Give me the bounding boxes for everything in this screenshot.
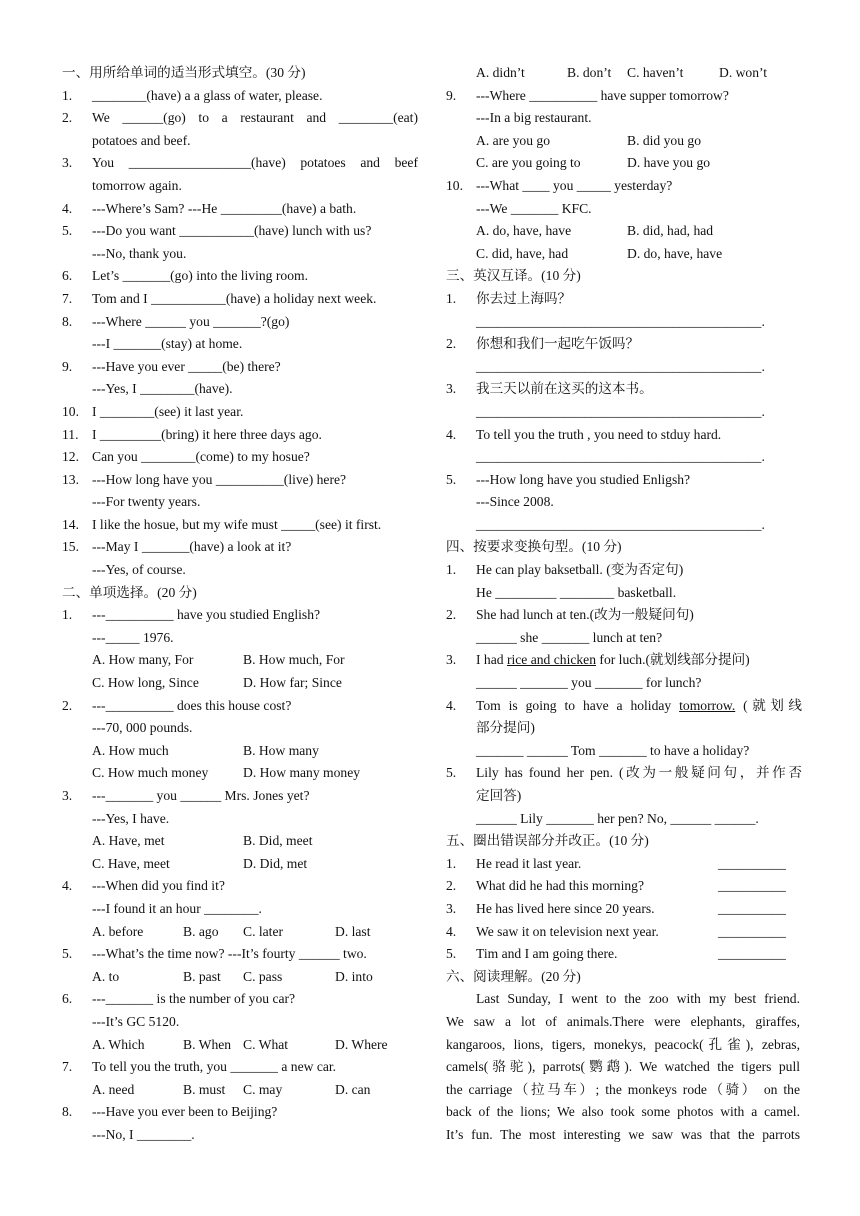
question-item bbox=[446, 333, 802, 356]
question-number: 8. bbox=[62, 313, 73, 329]
question-continuation bbox=[62, 808, 418, 831]
question-number: 2. bbox=[62, 697, 73, 713]
question-item bbox=[62, 220, 418, 243]
option: C. did, have, had bbox=[476, 245, 569, 261]
question-number: 14. bbox=[62, 516, 79, 532]
question-number: 5. bbox=[62, 223, 73, 239]
left-column bbox=[62, 62, 418, 1147]
question-number: 1. bbox=[62, 87, 73, 103]
underlined-phrase: rice and chicken bbox=[506, 652, 597, 668]
answer-blank: __________ bbox=[718, 855, 786, 871]
answer-blank: __________ bbox=[718, 878, 786, 894]
question-text: You __________________(have) potatoes and beef bbox=[92, 155, 418, 171]
question-text-pre: Tom is going to have a holiday bbox=[476, 697, 680, 713]
reading-paragraph-line bbox=[446, 1011, 802, 1034]
option: D. can bbox=[335, 1081, 371, 1097]
question-text: Lily has found her pen. (改为一般疑问句，并作否 bbox=[476, 765, 802, 781]
question-number: 2. bbox=[446, 878, 457, 894]
question-text bbox=[476, 649, 750, 672]
question-number: 3. bbox=[446, 900, 457, 916]
question-number: 2. bbox=[446, 607, 457, 623]
question-text bbox=[476, 695, 802, 718]
section-heading bbox=[62, 62, 418, 85]
option: A. before bbox=[92, 923, 144, 939]
option-row bbox=[62, 966, 418, 989]
option: B. Did, meet bbox=[243, 833, 313, 849]
question-text: 你想和我们一起吃午饭吗？ bbox=[476, 336, 640, 352]
question-continuation bbox=[62, 1011, 418, 1034]
question-item bbox=[446, 762, 802, 785]
question-item bbox=[446, 424, 802, 447]
question-item bbox=[62, 604, 418, 627]
option: C. How long, Since bbox=[92, 675, 199, 691]
question-number: 1. bbox=[446, 562, 457, 578]
question-text: He has lived here since 20 years. bbox=[476, 900, 655, 916]
option: A. need bbox=[92, 1081, 135, 1097]
question-item bbox=[446, 853, 802, 876]
option: B. How much, For bbox=[243, 652, 345, 668]
option: A. How much bbox=[92, 742, 169, 758]
option: D. Did, met bbox=[243, 855, 308, 871]
question-text-post: (就划线 bbox=[735, 697, 802, 713]
question-number: 13. bbox=[62, 471, 79, 487]
question-item bbox=[62, 514, 418, 537]
continuation-text: He _________ ________ basketball. bbox=[476, 584, 677, 600]
continuation-text: tomorrow again. bbox=[92, 177, 182, 193]
question-item bbox=[62, 424, 418, 447]
question-item bbox=[62, 785, 418, 808]
question-number: 1. bbox=[446, 290, 457, 306]
question-text: ---_______ you ______ Mrs. Jones yet? bbox=[92, 788, 310, 803]
question-item bbox=[62, 198, 418, 221]
question-number: 11. bbox=[62, 426, 79, 442]
option: D. Where bbox=[335, 1036, 388, 1052]
question-continuation bbox=[62, 898, 418, 921]
section-heading bbox=[62, 582, 418, 605]
continuation-text: ---In a big restaurant. bbox=[476, 110, 592, 126]
question-number: 9. bbox=[62, 358, 73, 374]
continuation-text: ______ she _______ lunch at ten? bbox=[476, 629, 663, 645]
question-item bbox=[446, 921, 802, 944]
continuation-text: ---Yes, I have. bbox=[92, 810, 170, 826]
answer-blank: __________ bbox=[718, 923, 786, 939]
paragraph-text: the carriage（拉马车）; the monkeys rode（骑） on the bbox=[446, 1081, 800, 1097]
continuation-text: _______ ______ Tom _______ to have a holiday? bbox=[476, 742, 750, 758]
question-number: 4. bbox=[446, 923, 457, 939]
option: C. What bbox=[243, 1036, 289, 1052]
question-text: To tell you the truth, you _______ a new car. bbox=[92, 1059, 337, 1075]
paragraph-text: We saw a lot of animals.There were elephants, giraffes, bbox=[446, 1013, 800, 1029]
question-continuation bbox=[446, 582, 802, 605]
question-item bbox=[62, 446, 418, 469]
question-item bbox=[62, 356, 418, 379]
option: D. won’t bbox=[719, 65, 768, 80]
continuation-text: ---I _______(stay) at home. bbox=[92, 336, 243, 352]
question-continuation bbox=[62, 130, 418, 153]
question-continuation bbox=[62, 333, 418, 356]
question-number: 7. bbox=[62, 290, 73, 306]
reading-paragraph-line bbox=[446, 1079, 802, 1102]
reading-paragraph-line bbox=[446, 1101, 802, 1124]
reading-paragraph-line bbox=[446, 1034, 802, 1057]
option: C. pass bbox=[243, 968, 283, 984]
option: B. past bbox=[183, 968, 221, 984]
question-text: ---How long have you studied Enligsh? bbox=[476, 471, 691, 487]
question-item bbox=[62, 311, 418, 334]
question-continuation bbox=[62, 378, 418, 401]
continuation-text: ---I found it an hour ________. bbox=[92, 900, 262, 916]
question-continuation bbox=[446, 785, 802, 808]
option: A. Have, met bbox=[92, 833, 165, 849]
question-number: 6. bbox=[62, 991, 73, 1007]
option: B. must bbox=[183, 1081, 226, 1097]
question-continuation bbox=[62, 627, 418, 650]
section-heading-text: 四、按要求变换句型。(10 分) bbox=[446, 539, 622, 555]
question-text: ---Where’s Sam? ---He _________(have) a bath. bbox=[92, 200, 357, 216]
question-number: 5. bbox=[446, 471, 457, 487]
continuation-text: ---We _______ KFC. bbox=[476, 200, 592, 216]
continuation-text: __________________________________________. bbox=[476, 313, 765, 329]
question-text: Tim and I am going there. bbox=[476, 946, 618, 962]
option: C. are you going to bbox=[476, 155, 581, 171]
continuation-text: ---No, I ________. bbox=[92, 1126, 195, 1142]
question-item bbox=[62, 288, 418, 311]
question-number: 5. bbox=[62, 946, 73, 962]
section-heading-text: 五、圈出错误部分并改正。(10 分) bbox=[446, 833, 649, 849]
question-number: 12. bbox=[62, 449, 79, 465]
option: D. have you go bbox=[627, 155, 711, 171]
question-number: 4. bbox=[62, 200, 73, 216]
question-continuation bbox=[446, 808, 802, 831]
option-row bbox=[62, 649, 418, 672]
continuation-text: __________________________________________. bbox=[476, 516, 765, 532]
question-number: 4. bbox=[62, 878, 73, 894]
question-text: ---What’s the time now? ---It’s fourty ______ two. bbox=[92, 946, 367, 962]
option-row bbox=[62, 740, 418, 763]
question-item bbox=[446, 288, 802, 311]
option: C. may bbox=[243, 1081, 283, 1097]
question-item bbox=[446, 875, 802, 898]
question-item bbox=[62, 988, 418, 1011]
question-item bbox=[446, 649, 802, 672]
option-row bbox=[446, 243, 802, 266]
question-item bbox=[62, 875, 418, 898]
continuation-text: ---For twenty years. bbox=[92, 494, 201, 510]
question-text: ---When did you find it? bbox=[92, 878, 225, 894]
question-text: Let’s _______(go) into the living room. bbox=[92, 268, 308, 284]
question-item bbox=[62, 1101, 418, 1124]
option-row bbox=[62, 921, 418, 944]
question-number: 2. bbox=[62, 110, 73, 126]
question-continuation bbox=[446, 446, 802, 469]
question-text-pre: I had bbox=[476, 652, 507, 668]
continuation-text: ---_____ 1976. bbox=[92, 629, 174, 645]
paragraph-text: camels(骆驼), parrots(鹦鹉). We watched the tigers pull bbox=[446, 1059, 800, 1075]
continuation-text: 部分提问) bbox=[476, 720, 535, 736]
right-column bbox=[446, 62, 802, 1147]
section-heading-text: 一、用所给单词的适当形式填空。(30 分) bbox=[62, 65, 306, 80]
question-text: ________(have) a a glass of water, please. bbox=[92, 87, 323, 103]
underlined-phrase: tomorrow. bbox=[679, 697, 736, 713]
question-number: 5. bbox=[446, 765, 457, 781]
option-row bbox=[62, 853, 418, 876]
continuation-text: __________________________________________. bbox=[476, 449, 765, 465]
question-continuation bbox=[446, 740, 802, 763]
question-text: ---Have you ever been to Beijing? bbox=[92, 1104, 278, 1120]
question-continuation bbox=[446, 107, 802, 130]
question-text: ---May I _______(have) a look at it? bbox=[92, 539, 292, 555]
paragraph-text: kangaroos, lions, tigers, monekys, peacock(孔雀), zebras, bbox=[446, 1036, 800, 1052]
question-item bbox=[62, 401, 418, 424]
question-item bbox=[62, 265, 418, 288]
reading-paragraph-line bbox=[446, 1056, 802, 1079]
question-number: 10. bbox=[62, 403, 79, 419]
question-number: 6. bbox=[62, 268, 73, 284]
question-continuation bbox=[62, 243, 418, 266]
question-continuation bbox=[446, 514, 802, 537]
question-text: ---What ____ you _____ yesterday? bbox=[476, 177, 673, 193]
reading-paragraph-line bbox=[446, 1124, 802, 1147]
question-text: 我三天以前在这买的这本书。 bbox=[476, 381, 653, 397]
option: A. didn’t bbox=[476, 65, 525, 80]
question-item bbox=[446, 469, 802, 492]
question-text: 你去过上海吗？ bbox=[476, 290, 572, 306]
question-text: ---Have you ever _____(be) there? bbox=[92, 358, 281, 374]
question-item bbox=[446, 604, 802, 627]
option: B. ago bbox=[183, 923, 219, 939]
reading-paragraph-line bbox=[446, 988, 802, 1011]
question-text: ---Do you want ___________(have) lunch with us? bbox=[92, 223, 372, 239]
question-number: 10. bbox=[446, 177, 463, 193]
question-number: 15. bbox=[62, 539, 79, 555]
continuation-text: ---Since 2008. bbox=[476, 494, 554, 510]
continuation-text: 定回答) bbox=[476, 788, 522, 803]
option-row bbox=[62, 672, 418, 695]
question-number: 4. bbox=[446, 426, 457, 442]
question-continuation bbox=[446, 491, 802, 514]
question-item bbox=[62, 152, 418, 175]
question-item bbox=[446, 898, 802, 921]
question-text: We ______(go) to a restaurant and ________(eat) bbox=[92, 110, 418, 126]
question-number: 3. bbox=[446, 381, 457, 397]
option: B. did you go bbox=[627, 132, 702, 148]
question-item bbox=[62, 695, 418, 718]
option-row bbox=[446, 62, 802, 85]
option-row bbox=[446, 152, 802, 175]
option-row bbox=[62, 830, 418, 853]
option: B. did, had, had bbox=[627, 223, 714, 239]
option: D. last bbox=[335, 923, 371, 939]
option-row bbox=[446, 220, 802, 243]
question-item bbox=[62, 85, 418, 108]
question-number: 3. bbox=[446, 652, 457, 668]
question-continuation bbox=[62, 1124, 418, 1147]
option: C. Have, meet bbox=[92, 855, 170, 871]
section-heading-text: 六、阅读理解。(20 分) bbox=[446, 968, 581, 984]
question-text: ---Where ______ you _______?(go) bbox=[92, 313, 290, 329]
question-number: 1. bbox=[62, 607, 73, 623]
question-item bbox=[62, 943, 418, 966]
question-item bbox=[446, 85, 802, 108]
option: A. to bbox=[92, 968, 120, 984]
section-heading bbox=[446, 966, 802, 989]
question-continuation bbox=[62, 559, 418, 582]
option: A. do, have, have bbox=[476, 223, 572, 239]
paragraph-text: Last Sunday, I went to the zoo with my best friend. bbox=[476, 991, 800, 1007]
question-item bbox=[446, 175, 802, 198]
paragraph-text: back of the lions; We also took some photos with a camel. bbox=[446, 1104, 800, 1120]
question-text: He read it last year. bbox=[476, 855, 582, 871]
question-text: I ________(see) it last year. bbox=[92, 403, 244, 419]
question-item bbox=[62, 536, 418, 559]
question-number: 3. bbox=[62, 155, 73, 171]
question-text: ---__________ does this house cost? bbox=[92, 697, 292, 713]
question-continuation bbox=[446, 401, 802, 424]
section-heading-text: 三、英汉互译。(10 分) bbox=[446, 268, 581, 284]
question-item bbox=[446, 695, 802, 718]
question-number: 9. bbox=[446, 87, 457, 103]
question-continuation bbox=[446, 356, 802, 379]
question-text: ---_______ is the number of you car? bbox=[92, 991, 296, 1007]
question-text: What did he had this morning? bbox=[476, 878, 644, 894]
question-number: 7. bbox=[62, 1059, 73, 1075]
continuation-text: ---It’s GC 5120. bbox=[92, 1013, 180, 1029]
question-continuation bbox=[446, 672, 802, 695]
question-number: 8. bbox=[62, 1104, 73, 1120]
question-text: We saw it on television next year. bbox=[476, 923, 659, 939]
question-item bbox=[62, 1056, 418, 1079]
option: A. are you go bbox=[476, 132, 550, 148]
question-text: Can you ________(come) to my hosue? bbox=[92, 449, 310, 465]
paragraph-text: It’s fun. The most interesting we saw was that the parrots bbox=[446, 1126, 800, 1142]
continuation-text: ______ Lily _______ her pen? No, ______ ______. bbox=[476, 810, 759, 826]
answer-blank: __________ bbox=[718, 900, 786, 916]
question-text: Tom and I ___________(have) a holiday next week. bbox=[92, 290, 377, 306]
answer-blank: __________ bbox=[718, 946, 786, 962]
option-row bbox=[446, 130, 802, 153]
question-continuation bbox=[62, 175, 418, 198]
question-text: I _________(bring) it here three days ago. bbox=[92, 426, 322, 442]
continuation-text: __________________________________________. bbox=[476, 403, 765, 419]
continuation-text: ---70, 000 pounds. bbox=[92, 720, 193, 736]
question-number: 5. bbox=[446, 946, 457, 962]
continuation-text: potatoes and beef. bbox=[92, 132, 191, 148]
option: D. into bbox=[335, 968, 373, 984]
section-heading-text: 二、单项选择。(20 分) bbox=[62, 584, 197, 600]
section-heading bbox=[446, 830, 802, 853]
continuation-text: ---Yes, I ________(have). bbox=[92, 381, 233, 397]
question-text: ---How long have you __________(live) here? bbox=[92, 471, 347, 487]
question-text: He can play baksetball. (变为否定句) bbox=[476, 562, 684, 578]
option: C. haven’t bbox=[627, 65, 684, 80]
question-number: 1. bbox=[446, 855, 457, 871]
question-text: To tell you the truth , you need to stduy hard. bbox=[476, 426, 722, 442]
question-item bbox=[446, 559, 802, 582]
question-item bbox=[446, 378, 802, 401]
question-continuation bbox=[446, 198, 802, 221]
question-continuation bbox=[62, 717, 418, 740]
question-item bbox=[62, 107, 418, 130]
option-row bbox=[62, 1079, 418, 1102]
question-number: 2. bbox=[446, 336, 457, 352]
question-text: She had lunch at ten.(改为一般疑问句) bbox=[476, 607, 694, 623]
continuation-text: ______ _______ you _______ for lunch? bbox=[476, 675, 702, 691]
question-item bbox=[62, 469, 418, 492]
question-continuation bbox=[446, 627, 802, 650]
option: C. later bbox=[243, 923, 284, 939]
continuation-text: ---Yes, of course. bbox=[92, 562, 186, 578]
option: B. When bbox=[183, 1036, 232, 1052]
question-text: I like the hosue, but my wife must _____(see) it first. bbox=[92, 516, 382, 532]
option: C. How much money bbox=[92, 765, 209, 781]
option: A. Which bbox=[92, 1036, 145, 1052]
option-row bbox=[62, 1034, 418, 1057]
option: D. How far; Since bbox=[243, 675, 342, 691]
continuation-text: ---No, thank you. bbox=[92, 245, 187, 261]
question-continuation bbox=[446, 311, 802, 334]
question-text: ---Where __________ have supper tomorrow? bbox=[476, 87, 729, 103]
option: B. don’t bbox=[567, 65, 612, 80]
question-text: ---__________ have you studied English? bbox=[92, 607, 321, 623]
continuation-text: __________________________________________. bbox=[476, 358, 765, 374]
section-heading bbox=[446, 536, 802, 559]
option: D. do, have, have bbox=[627, 245, 723, 261]
option-row bbox=[62, 762, 418, 785]
question-number: 4. bbox=[446, 697, 457, 713]
option: B. How many bbox=[243, 742, 319, 758]
section-heading bbox=[446, 265, 802, 288]
option: A. How many, For bbox=[92, 652, 194, 668]
question-item bbox=[446, 943, 802, 966]
question-continuation bbox=[446, 717, 802, 740]
question-number: 3. bbox=[62, 788, 73, 803]
question-text-post: for luch.(就划线部分提问) bbox=[596, 652, 750, 668]
option: D. How many money bbox=[243, 765, 361, 781]
question-continuation bbox=[62, 491, 418, 514]
